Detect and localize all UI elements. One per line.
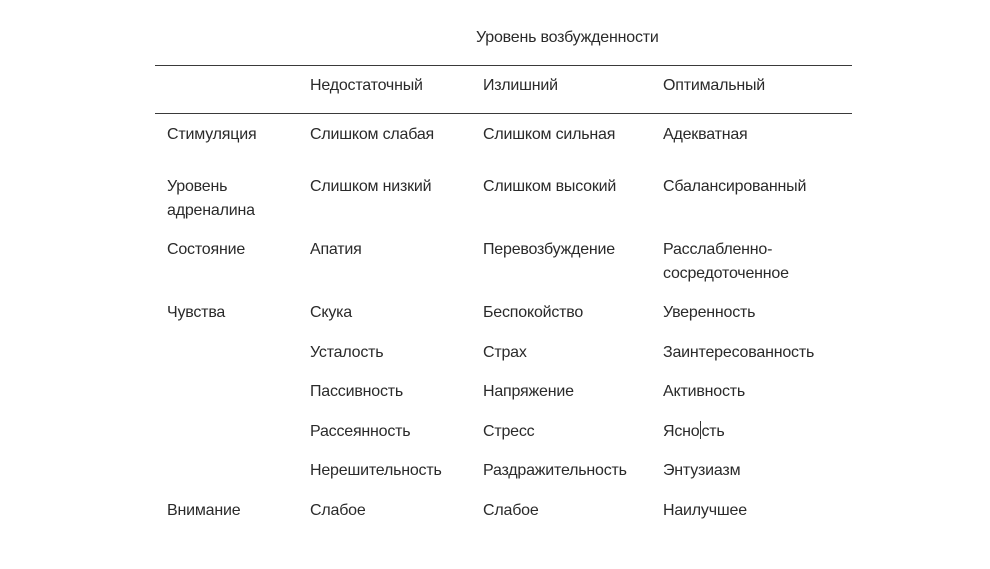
- table-cell: Апатия: [310, 241, 362, 258]
- top-rule: [155, 65, 852, 66]
- table-cell: Беспокойство: [483, 304, 584, 321]
- column-header-insufficient: Недостаточный: [310, 77, 423, 94]
- table-cell: Расслабленно-: [663, 241, 773, 258]
- row-label-attention: Внимание: [167, 502, 241, 519]
- table-cell: Напряжение: [483, 383, 574, 400]
- table-cell: Перевозбуждение: [483, 241, 615, 258]
- table-cell: Слишком сильная: [483, 126, 616, 143]
- row-label-stimulation: Стимуляция: [167, 126, 257, 143]
- table-cell: Слабое: [483, 502, 539, 519]
- table-cell: Рассеянность: [310, 423, 411, 440]
- row-label-state: Состояние: [167, 241, 246, 258]
- table-cell: сосредоточенное: [663, 265, 789, 282]
- table-cell: Скука: [310, 304, 352, 321]
- table-cell: Пассивность: [310, 383, 404, 400]
- table-title: Уровень возбужденности: [476, 29, 659, 46]
- table-cell: Слабое: [310, 502, 366, 519]
- table-cell: Страх: [483, 344, 527, 361]
- row-label-adrenaline: адреналина: [167, 202, 255, 219]
- table-cell: Наилучшее: [663, 502, 747, 519]
- table-cell-with-text-caret[interactable]: [663, 420, 725, 444]
- table-cell: Нерешительность: [310, 462, 442, 479]
- caret-word-after: сть: [701, 423, 725, 440]
- table-cell: Усталость: [310, 344, 384, 361]
- table-cell: Слишком высокий: [483, 178, 617, 195]
- table-cell: Раздражительность: [483, 462, 627, 479]
- row-label-adrenaline: Уровень: [167, 178, 228, 195]
- column-header-optimal: Оптимальный: [663, 77, 766, 94]
- table-cell: Слишком слабая: [310, 126, 434, 143]
- table-cell: Энтузиазм: [663, 462, 741, 479]
- table-cell: Стресс: [483, 423, 535, 440]
- column-header-excessive: Излишний: [483, 77, 558, 94]
- table-cell: Заинтересованность: [663, 344, 815, 361]
- table-cell: Адекватная: [663, 126, 748, 143]
- row-label-feelings: Чувства: [167, 304, 226, 321]
- header-rule: [155, 113, 852, 114]
- table-cell: Уверенность: [663, 304, 756, 321]
- table-cell: Сбалансированный: [663, 178, 807, 195]
- table-cell: Активность: [663, 383, 746, 400]
- caret-word-before: Ясно: [663, 423, 700, 440]
- table-cell: Слишком низкий: [310, 178, 432, 195]
